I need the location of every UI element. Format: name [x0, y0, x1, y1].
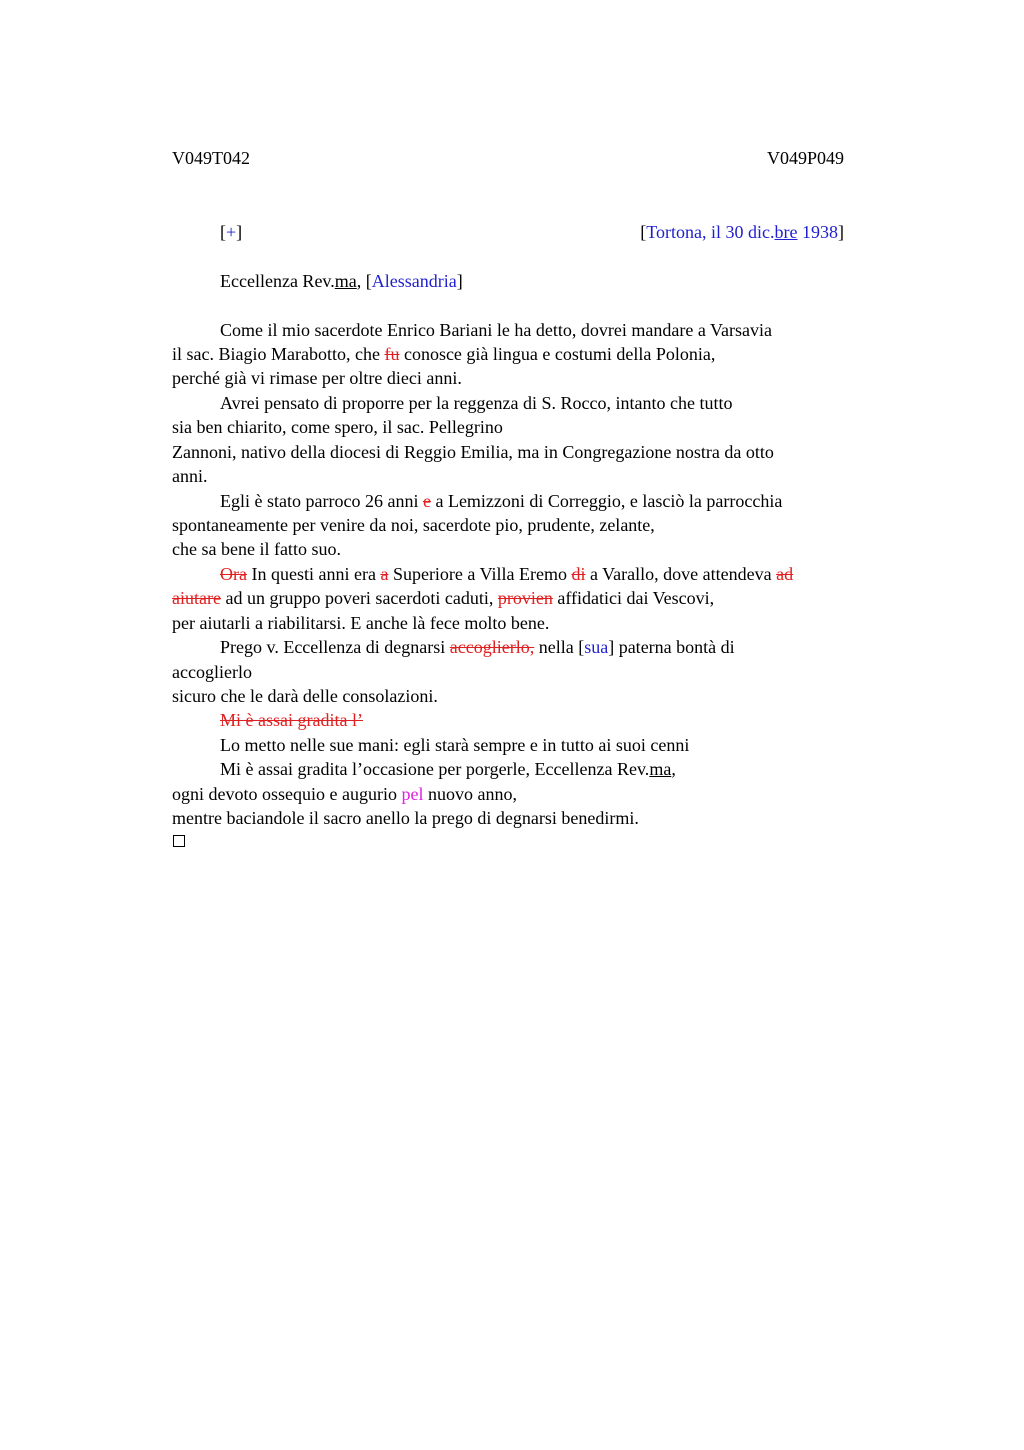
- text-span: il sac. Biagio Marabotto, che: [172, 344, 385, 364]
- deleted-text: aiutare: [172, 588, 221, 608]
- body-line: [220, 489, 782, 513]
- text-span: Superiore a Villa Eremo: [388, 564, 572, 584]
- text-span: nella [: [534, 637, 585, 657]
- text-span: Prego v. Eccellenza di degnarsi: [220, 637, 450, 657]
- text-span: ] paterna bontà di: [608, 637, 735, 657]
- end-of-text-box-icon: [173, 835, 185, 847]
- superscript-abbrev: ma: [649, 759, 672, 779]
- body-line: per aiutarli a riabilitarsi. E anche là fece molto bene.: [172, 613, 550, 633]
- text-span: ,: [671, 759, 676, 779]
- date-place: Tortona, il 30 dic.: [646, 222, 775, 242]
- body-line: anni.: [172, 466, 208, 486]
- deleted-text: provien: [497, 588, 553, 608]
- date-year: 1938: [797, 222, 838, 242]
- document-code-right: V049P049: [766, 148, 844, 168]
- editorial-insertion: sua: [584, 637, 609, 657]
- text-span: nuovo anno,: [423, 784, 517, 804]
- deleted-text: ad: [776, 564, 794, 584]
- cross-marker: [+]: [220, 222, 243, 242]
- body-line: sia ben chiarito, come spero, il sac. Pellegrino: [172, 417, 503, 437]
- deleted-text: e: [422, 491, 431, 511]
- date-line: [Tortona, il 30 dic.bre 1938]: [640, 222, 844, 242]
- text-span: ad un gruppo poveri sacerdoti caduti,: [220, 588, 498, 608]
- body-line: [172, 586, 714, 610]
- salutation-comma: ,: [356, 271, 362, 291]
- body-line: [172, 342, 715, 366]
- body-line: che sa bene il fatto suo.: [172, 539, 341, 559]
- date-month-sup: bre: [774, 222, 798, 242]
- deleted-text: Mi è assai gradita l’: [220, 710, 363, 730]
- salutation-sup: ma: [334, 271, 357, 291]
- salutation-place: Alessandria: [371, 271, 457, 291]
- cross-symbol: +: [226, 222, 237, 242]
- body-line: [220, 562, 793, 586]
- text-span: a Varallo, dove attendeva: [585, 564, 777, 584]
- text-span: ogni devoto ossequio e augurio: [172, 784, 402, 804]
- deleted-text: fu: [384, 344, 400, 364]
- body-line: accoglierlo: [172, 662, 252, 682]
- body-line: Avrei pensato di proporre per la reggenza di S. Rocco, intanto che tutto: [220, 393, 733, 413]
- body-line: [220, 708, 363, 732]
- body-line: mentre baciandole il sacro anello la prego di degnarsi benedirmi.: [172, 808, 639, 828]
- text-span: Mi è assai gradita l’occasione per porgerle, Eccellenza Rev.: [220, 759, 650, 779]
- body-line: Lo metto nelle sue mani: egli starà sempre e in tutto ai suoi cenni: [220, 735, 690, 755]
- text-span: In questi anni era: [246, 564, 381, 584]
- document-code-left: V049T042: [172, 148, 250, 168]
- corrected-text: pel: [401, 784, 424, 804]
- body-line: perché già vi rimase per oltre dieci anni.: [172, 368, 462, 388]
- body-line: Zannoni, nativo della diocesi di Reggio Emilia, ma in Congregazione nostra da otto: [172, 442, 774, 462]
- text-span: Egli è stato parroco 26 anni: [220, 491, 423, 511]
- body-line: Come il mio sacerdote Enrico Bariani le ha detto, dovrei mandare a Varsavia: [220, 320, 772, 340]
- body-line: [172, 782, 517, 806]
- deleted-text: a: [380, 564, 389, 584]
- deleted-text: di: [571, 564, 586, 584]
- body-line: [220, 757, 676, 781]
- salutation: Eccellenza Rev.ma, [Alessandria]: [220, 271, 463, 291]
- body-line: sicuro che le darà delle consolazioni.: [172, 686, 438, 706]
- text-span: conosce già lingua e costumi della Polonia,: [399, 344, 716, 364]
- body-line: [220, 635, 735, 659]
- text-span: affidatici dai Vescovi,: [552, 588, 715, 608]
- salutation-prefix: Eccellenza Rev.: [220, 271, 335, 291]
- body-line: spontaneamente per venire da noi, sacerdote pio, prudente, zelante,: [172, 515, 655, 535]
- deleted-text: Ora: [220, 564, 247, 584]
- text-span: a Lemizzoni di Correggio, e lasciò la parrocchia: [430, 491, 783, 511]
- deleted-text: accoglierlo,: [449, 637, 535, 657]
